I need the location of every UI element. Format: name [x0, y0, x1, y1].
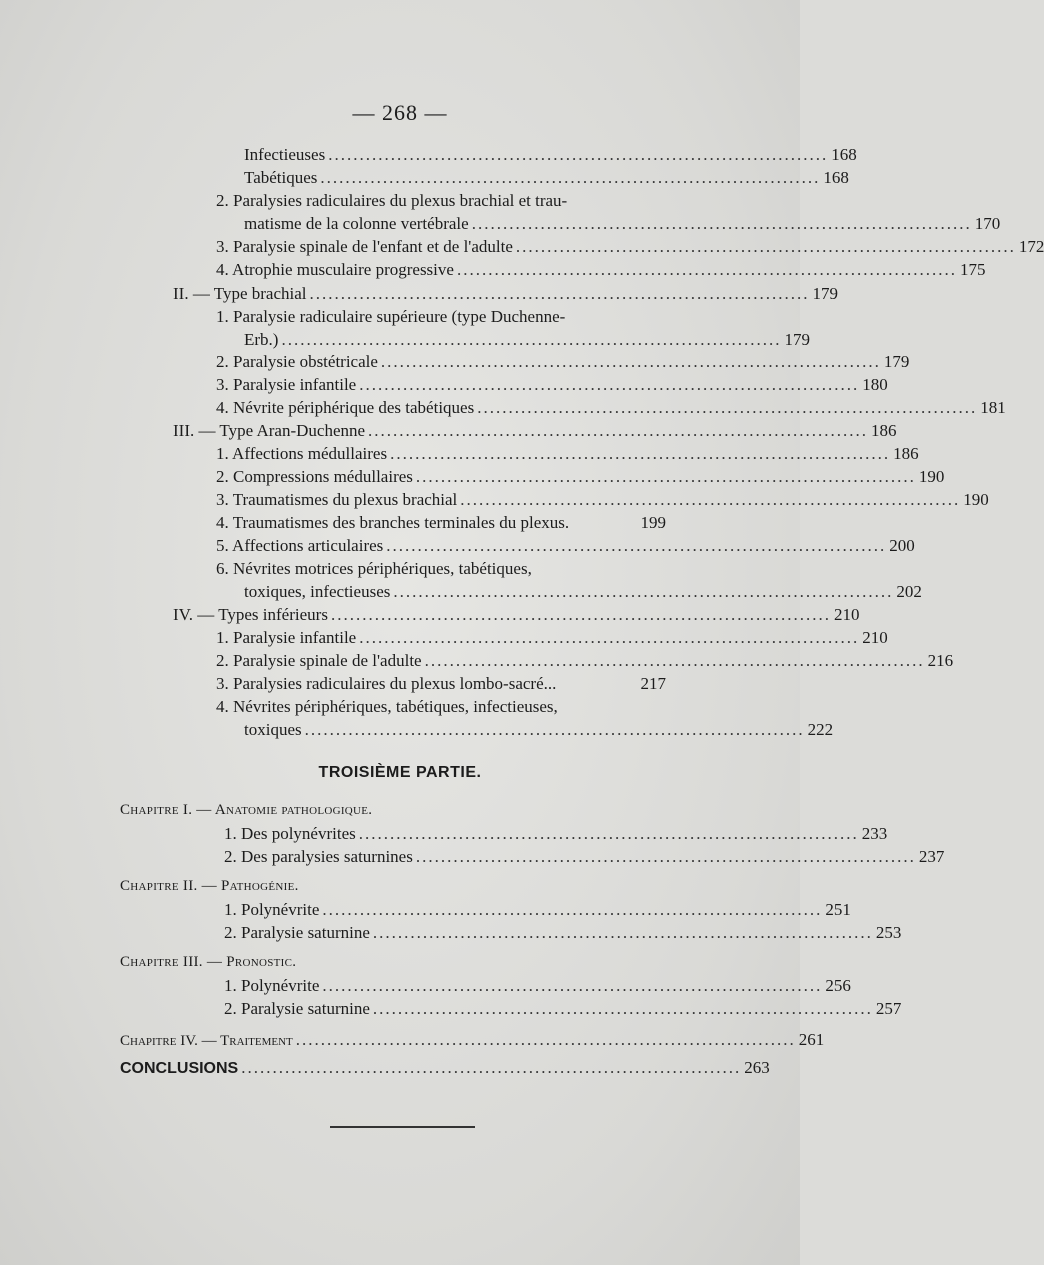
entry-text: Tabétiques: [244, 168, 318, 187]
entry-text: Infectieuses: [244, 145, 326, 164]
leader-dots: ................................................................................: [372, 999, 873, 1018]
leader-dots: ................................................................................: [456, 260, 957, 279]
entry-page: 202: [896, 582, 922, 601]
entry-text: 1. Polynévrite: [224, 900, 320, 919]
entry-text: III. — Type Aran-Duchenne: [173, 421, 366, 440]
toc-entry: [224, 921, 902, 944]
entry-text: 2. Paralysie saturnine: [224, 923, 370, 942]
leader-dots: ................................................................................: [328, 145, 829, 164]
entry-text: 1. Affections médullaires: [216, 444, 388, 463]
entry-text: 3. Paralysies radiculaires du plexus lombo-sacré...: [216, 674, 557, 693]
leader-dots: ................................................................................: [368, 421, 869, 440]
entry-text: 2. Compressions médullaires: [216, 467, 413, 486]
leader-dots: ................................................................................: [393, 582, 894, 601]
entry-text: 1. Polynévrite: [224, 976, 320, 995]
toc-entry: [173, 282, 839, 305]
leader-dots: ................................................................................: [460, 490, 961, 509]
entry-text: 2. Paralysies radiculaires du plexus brachial et trau-: [216, 191, 568, 210]
chapter-title: Chapitre III. — Pronostic.: [120, 954, 297, 970]
toc-entry: [244, 212, 1001, 235]
entry-page: 200: [889, 536, 915, 555]
entry-text: 4. Névrites périphériques, tabétiques, infectieuses,: [216, 697, 558, 716]
entry-continuation: Erb.): [244, 330, 279, 349]
entry-page: 168: [831, 145, 857, 164]
conclusions-label: CONCLUSIONS: [120, 1060, 239, 1077]
entry-text: 6. Névrites motrices périphériques, tabétiques,: [216, 559, 532, 578]
leader-dots: ................................................................................: [320, 168, 821, 187]
leader-dots: ................................................................................: [358, 824, 859, 843]
toc-entry: [224, 997, 902, 1020]
toc-entry: [224, 898, 851, 921]
entry-page: 256: [825, 976, 851, 995]
entry-text: 3. Paralysie infantile: [216, 375, 357, 394]
leader-dots: ................................................................................: [330, 605, 831, 624]
entry-continuation: toxiques, infectieuses: [244, 582, 391, 601]
toc-entry: [244, 143, 857, 166]
leader-dots: ................................................................................: [424, 651, 925, 670]
leader-dots: ................................................................................: [415, 847, 916, 866]
leader-dots: ................................................................................: [304, 720, 805, 739]
toc-entry: [173, 419, 897, 442]
entry-page: 168: [823, 168, 849, 187]
toc-entry: [224, 974, 851, 997]
leader-dots: ................................................................................: [322, 976, 823, 995]
toc-entry: [216, 672, 666, 695]
entry-continuation: matisme de la colonne vertébrale: [244, 214, 469, 233]
entry-page: 253: [875, 923, 902, 942]
end-rule: [330, 1126, 475, 1128]
entry-text: 2. Paralysie spinale de l'adulte: [216, 651, 422, 670]
leader-dots: ................................................................................: [322, 900, 823, 919]
toc-entry: [216, 465, 945, 488]
part-heading: TROISIÈME PARTIE.: [318, 764, 482, 781]
entry-text: 3. Traumatismes du plexus brachial: [216, 490, 458, 509]
entry-page: 222: [807, 720, 834, 739]
entry-text: 2. Des paralysies saturnines: [224, 847, 413, 866]
entry-text: 2. Paralysie obstétricale: [216, 352, 378, 371]
toc-entry: [216, 350, 910, 373]
toc-entry: [173, 603, 860, 626]
toc-entry: [216, 649, 954, 672]
entry-text: 1. Paralysie infantile: [216, 628, 357, 647]
entry-text: 3. Paralysie spinale de l'enfant et de l'adulte: [216, 237, 513, 256]
entry-text: 5. Affections articulaires: [216, 536, 384, 555]
toc-entry: [216, 235, 1044, 258]
entry-page: 210: [862, 628, 888, 647]
leader-dots: ................................................................................: [380, 352, 881, 371]
leader-dots: ................................................................................: [359, 628, 860, 647]
chapter-title: Chapitre II. — Pathogénie.: [120, 878, 299, 894]
toc-entry: [216, 626, 888, 649]
entry-page: 181: [980, 398, 1006, 417]
entry-page: 179: [883, 352, 910, 371]
entry-text: IV. — Types inférieurs: [173, 605, 328, 624]
leader-dots: ................................................................................: [372, 923, 873, 942]
leader-dots: ................................................................................: [359, 375, 860, 394]
toc-entry: [224, 822, 888, 845]
leader-dots: ................................................................................: [415, 467, 916, 486]
toc-entry: [244, 328, 810, 351]
leader-dots: ................................................................................: [309, 284, 810, 303]
toc-entry: [216, 258, 986, 281]
leader-dots: ................................................................................: [241, 1058, 742, 1077]
leader-dots: ................................................................................: [515, 237, 1016, 256]
toc-entry: [244, 166, 849, 189]
entry-page: 261: [798, 1030, 825, 1049]
leader-dots: ................................................................................: [390, 444, 891, 463]
entry-page: 257: [875, 999, 902, 1018]
entry-page: 263: [744, 1058, 770, 1077]
entry-page: 217: [640, 674, 666, 693]
entry-text: 4. Traumatismes des branches terminales du plexus.: [216, 513, 570, 532]
leader-dots: ................................................................................: [295, 1030, 796, 1049]
entry-text: 4. Atrophie musculaire progressive: [216, 260, 454, 279]
chapter-title: Chapitre I. — Anatomie pathologique.: [120, 802, 373, 818]
leader-dots: ................................................................................: [281, 330, 782, 349]
entry-page: 190: [918, 467, 945, 486]
toc-entry: [244, 580, 922, 603]
toc-entry: [216, 442, 919, 465]
toc-entry: [120, 1056, 770, 1079]
entry-text: 1. Paralysie radiculaire supérieure (type Duchenne-: [216, 307, 566, 326]
entry-page: 179: [812, 284, 839, 303]
entry-page: 233: [861, 824, 888, 843]
entry-continuation: toxiques: [244, 720, 302, 739]
toc-entry: [216, 373, 888, 396]
toc-entry: [244, 718, 834, 741]
entry-page: 237: [918, 847, 945, 866]
entry-page: 210: [833, 605, 860, 624]
toc-entry: [216, 488, 989, 511]
leader-dots: ................................................................................: [386, 536, 887, 555]
toc-entry: [216, 534, 915, 557]
entry-text: II. — Type brachial: [173, 284, 307, 303]
entry-page: 190: [963, 490, 989, 509]
entry-page: 186: [871, 421, 897, 440]
leader-dots: ................................................................................: [471, 214, 972, 233]
toc-entry: [224, 845, 945, 868]
entry-page: 216: [927, 651, 954, 670]
page-number: — 268 —: [352, 100, 448, 125]
entry-page: 186: [893, 444, 919, 463]
entry-text: 4. Névrite périphérique des tabétiques: [216, 398, 475, 417]
entry-page: 180: [862, 375, 888, 394]
entry-page: 170: [974, 214, 1001, 233]
entry-page: 199: [640, 513, 666, 532]
entry-page: 179: [784, 330, 810, 349]
toc-entry: [216, 396, 1006, 419]
entry-page: 172: [1018, 237, 1044, 256]
entry-page: 251: [825, 900, 851, 919]
leader-dots: ................................................................................: [477, 398, 978, 417]
entry-text: 1. Des polynévrites: [224, 824, 356, 843]
toc-entry: [216, 511, 666, 534]
chapter-title: Chapitre IV. — Traitement: [120, 1033, 293, 1049]
toc-entry: [120, 1028, 825, 1051]
entry-page: 175: [959, 260, 986, 279]
entry-text: 2. Paralysie saturnine: [224, 999, 370, 1018]
